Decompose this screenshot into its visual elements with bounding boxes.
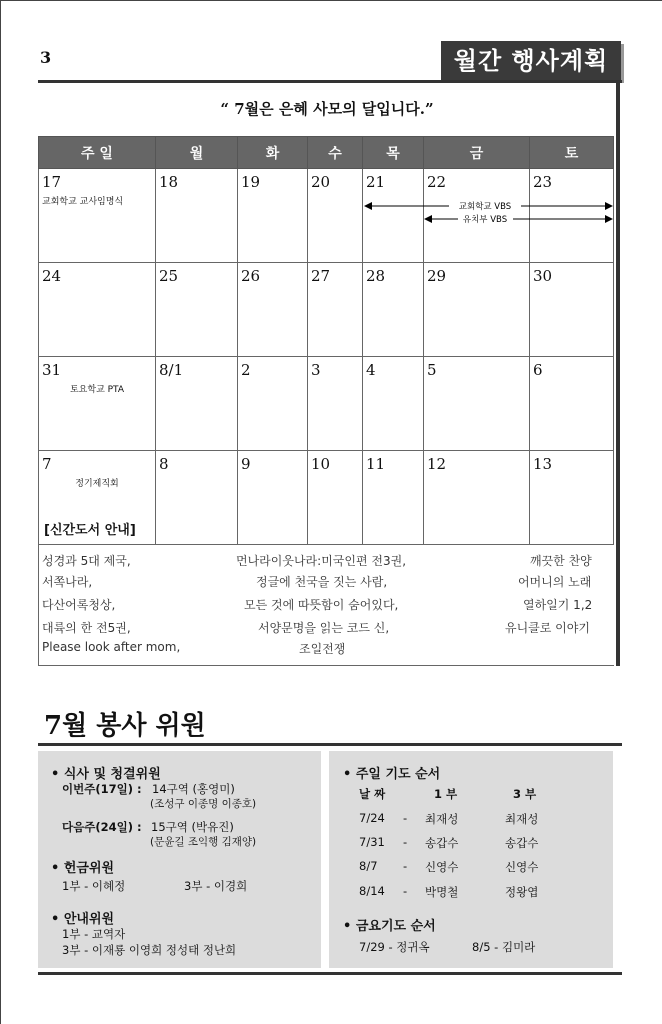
day-event: 토요학교 PTA: [69, 385, 125, 395]
weekday-header: 금: [424, 137, 530, 169]
day-number: 8/1: [159, 361, 184, 379]
day-number: 8: [159, 455, 169, 473]
calendar-day: [308, 169, 363, 263]
day-number: 23: [533, 173, 553, 191]
usher-third: 3부 - 이재룡 이영희 정성태 정난희: [62, 943, 237, 957]
day-number: 13: [533, 455, 553, 473]
weekday-header: 화: [238, 137, 308, 169]
prayer-header: 1 부: [434, 787, 458, 801]
meal-committee-title: • 식사 및 청결위원: [51, 767, 161, 782]
book-title: 조일전쟁: [299, 642, 346, 656]
this-week-label: 이번주(17일) :: [62, 782, 142, 796]
day-number: 20: [311, 173, 331, 191]
weekday-header: 토: [530, 137, 614, 169]
book-title: 유니클로 이야기: [505, 621, 590, 635]
weekday-header: 월: [156, 137, 238, 169]
bottom-rule: [38, 972, 622, 975]
next-week-value: 15구역 (박유진): [151, 820, 234, 834]
prayer-third: 송갑수: [505, 836, 539, 850]
section-rule: [38, 743, 622, 746]
day-number: 4: [366, 361, 376, 379]
prayer-date: 8/14: [359, 884, 385, 898]
day-number: 22: [427, 173, 447, 191]
day-number: 19: [241, 173, 261, 191]
prayer-third: 최재성: [505, 812, 539, 826]
book-title: 모든 것에 따뜻함이 숨어있다,: [244, 598, 399, 612]
day-number: 25: [159, 267, 179, 285]
day-number: 11: [366, 455, 386, 473]
monthly-quote: “ 7월은 은혜 사모의 달입니다.”: [220, 100, 434, 118]
next-week-members: (문윤길 조익행 김재양): [150, 836, 257, 848]
calendar-day: [156, 263, 238, 357]
calendar-day: [530, 263, 614, 357]
day-number: 3: [311, 361, 321, 379]
prayer-date: 8/7: [359, 859, 378, 873]
day-number: 12: [427, 455, 447, 473]
day-number: 21: [366, 173, 386, 191]
calendar-day: [238, 357, 308, 451]
book-title: 먼나라이웃나라:미국인편 전3권,: [236, 554, 407, 568]
prayer-dash: -: [403, 811, 408, 825]
prayer-dash: -: [403, 859, 408, 873]
friday-prayer-title: • 금요기도 순서: [343, 919, 436, 934]
calendar-week: [39, 263, 614, 357]
offering-committee-title: • 헌금위원: [51, 861, 115, 876]
weekday-header: 수: [308, 137, 363, 169]
day-number: 7: [42, 455, 52, 473]
calendar-day: [530, 357, 614, 451]
day-event: 정기제직회: [75, 479, 119, 489]
day-number: 26: [241, 267, 261, 285]
calendar-day: [238, 169, 308, 263]
weekday-header: 주 일: [39, 137, 156, 169]
range-event-label: 유치부 VBS: [462, 215, 508, 225]
book-title: 어머니의 노래: [518, 575, 592, 589]
usher-first: 1부 - 교역자: [62, 927, 126, 941]
calendar-header-row: [39, 137, 614, 169]
prayer-dash: -: [403, 835, 408, 849]
day-number: 10: [311, 455, 331, 473]
usher-committee-title: • 안내위원: [51, 912, 115, 927]
calendar-day: [39, 357, 156, 451]
book-title: 깨끗한 찬양: [530, 554, 592, 568]
calendar-day: [39, 169, 156, 263]
book-title: 열하일기 1,2: [523, 598, 593, 612]
prayer-first: 송갑수: [425, 836, 459, 850]
day-number: 27: [311, 267, 331, 285]
day-number: 9: [241, 455, 251, 473]
day-number: 17: [42, 173, 62, 191]
prayer-first: 신영수: [425, 860, 459, 874]
book-title: 서쪽나라,: [42, 575, 93, 589]
book-title: 대륙의 한 전5권,: [42, 621, 131, 635]
book-title: 다산어록청상,: [42, 598, 116, 612]
day-number: 30: [533, 267, 553, 285]
prayer-date: 7/24: [359, 811, 385, 825]
volunteers-title: 7월 봉사 위원: [44, 711, 206, 741]
prayer-third: 신영수: [505, 860, 539, 874]
prayer-header: 3 부: [513, 787, 537, 801]
calendar-day: [156, 169, 238, 263]
calendar-day: [424, 263, 530, 357]
offering-third: 3부 - 이경희: [184, 879, 248, 893]
calendar-day: [39, 263, 156, 357]
day-number: 28: [366, 267, 386, 285]
vbs-range-arrows: [363, 198, 614, 228]
calendar-day: [238, 263, 308, 357]
weekday-header: 목: [363, 137, 424, 169]
prayer-third: 정왕엽: [505, 885, 539, 899]
this-week-value: 14구역 (홍영미): [152, 782, 235, 796]
next-week-label: 다음주(24일) :: [62, 820, 142, 834]
prayer-date: 7/31: [359, 835, 385, 849]
new-books-title: [신간도서 안내]: [44, 523, 136, 538]
calendar-day: [363, 357, 424, 451]
book-title: 정글에 천국을 짓는 사람,: [256, 575, 388, 589]
book-title: 서양문명을 읽는 코드 신,: [258, 621, 390, 635]
friday-prayer-item: 7/29 - 정귀옥: [359, 940, 430, 954]
calendar-day: [363, 263, 424, 357]
calendar-day: [308, 357, 363, 451]
range-event-label: 교회학교 VBS: [458, 202, 512, 212]
prayer-first: 최재성: [425, 812, 459, 826]
page-number: 3: [40, 48, 52, 67]
this-week-members: (조성구 이종명 이종호): [150, 798, 257, 810]
day-number: 31: [42, 361, 62, 379]
calendar-day: [156, 357, 238, 451]
friday-prayer-item: 8/5 - 김미라: [472, 940, 536, 954]
book-title: 성경과 5대 제국,: [42, 554, 131, 568]
day-number: 2: [241, 361, 251, 379]
day-number: 29: [427, 267, 447, 285]
prayer-first: 박명철: [425, 885, 459, 899]
sunday-prayer-title: • 주일 기도 순서: [343, 767, 441, 782]
day-number: 5: [427, 361, 437, 379]
calendar-day: [424, 357, 530, 451]
day-number: 6: [533, 361, 543, 379]
offering-first: 1부 - 이혜정: [62, 879, 126, 893]
book-title: Please look after mom,: [42, 640, 181, 654]
header-title: 월간 행사계획: [441, 41, 621, 80]
prayer-header: 날 짜: [359, 787, 386, 801]
day-number: 18: [159, 173, 179, 191]
day-number: 24: [42, 267, 62, 285]
day-event: 교회학교 교사임명식: [42, 197, 124, 207]
prayer-dash: -: [403, 884, 408, 898]
calendar-day: [308, 263, 363, 357]
calendar-week: [39, 357, 614, 451]
